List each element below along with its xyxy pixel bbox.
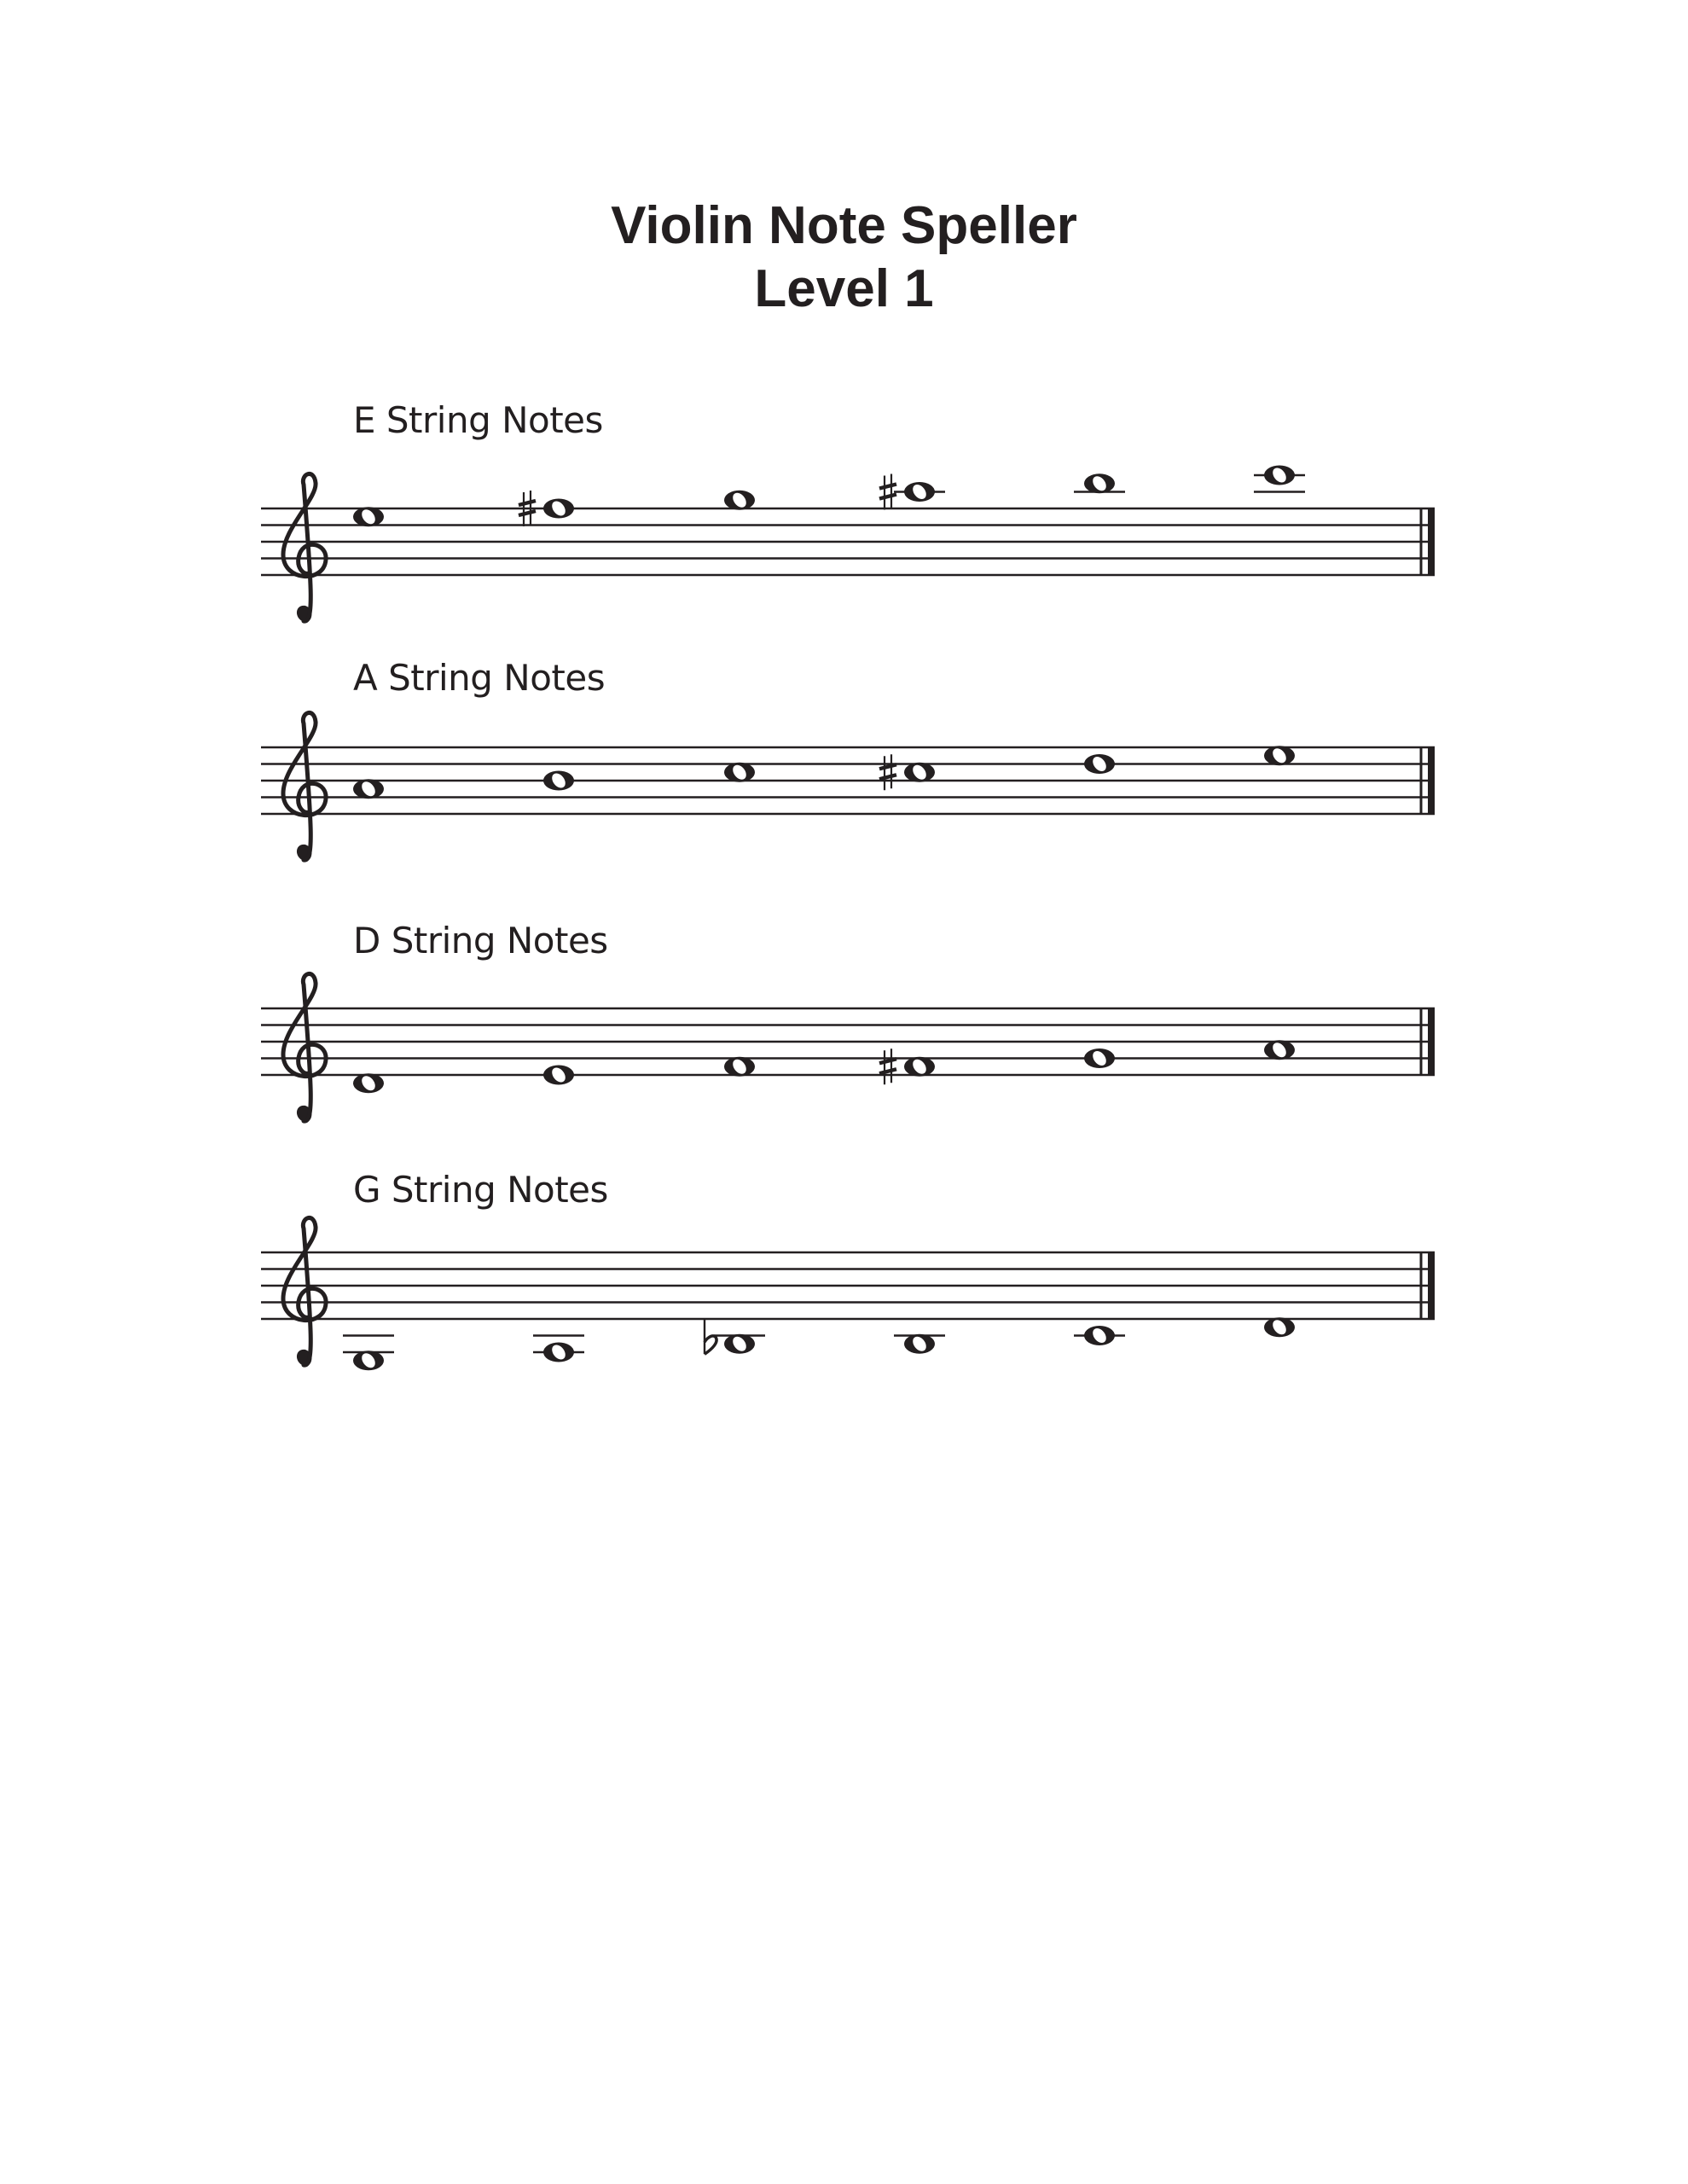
staff-label-a-string: A String Notes xyxy=(353,657,606,699)
staff-g-string xyxy=(0,1188,1688,1358)
page-subtitle: Level 1 xyxy=(754,259,934,318)
staff-label-g-string: G String Notes xyxy=(353,1169,608,1211)
treble-clef-icon xyxy=(283,712,326,861)
whole-note xyxy=(1074,1326,1125,1345)
whole-note xyxy=(1264,746,1295,765)
staff-a-string xyxy=(0,682,1688,853)
whole-note xyxy=(353,507,384,526)
whole-note xyxy=(1074,473,1125,493)
whole-note xyxy=(1264,1040,1295,1060)
whole-note xyxy=(724,763,755,782)
title-block xyxy=(0,195,1688,321)
whole-note xyxy=(1084,1048,1115,1068)
staff-label-d-string: D String Notes xyxy=(353,920,608,961)
whole-note xyxy=(353,1073,384,1093)
whole-note xyxy=(533,1336,584,1362)
sharp-icon xyxy=(879,1048,896,1084)
treble-clef-icon xyxy=(283,1217,326,1366)
whole-note xyxy=(879,474,945,510)
page-title: Violin Note Speller xyxy=(611,196,1077,255)
whole-note xyxy=(705,1318,765,1354)
whole-note xyxy=(894,1334,945,1354)
staff-e-string xyxy=(0,444,1688,614)
whole-note xyxy=(879,1048,935,1084)
sharp-icon xyxy=(879,754,896,790)
treble-clef-icon xyxy=(283,473,326,622)
barline-thick xyxy=(1428,508,1435,575)
barline-thick xyxy=(1428,1008,1435,1075)
whole-note xyxy=(724,491,755,510)
whole-note xyxy=(343,1336,394,1371)
staff-label-e-string: E String Notes xyxy=(353,399,603,441)
whole-note xyxy=(724,1057,755,1077)
staff-d-string xyxy=(0,944,1688,1114)
whole-note xyxy=(353,779,384,799)
whole-note xyxy=(1254,466,1305,492)
barline-thick xyxy=(1428,1252,1435,1319)
whole-note xyxy=(1084,754,1115,774)
flat-icon xyxy=(705,1318,716,1354)
whole-note xyxy=(543,771,574,791)
whole-note xyxy=(1264,1317,1295,1337)
whole-note xyxy=(879,754,935,790)
whole-note xyxy=(543,1066,574,1085)
treble-clef-icon xyxy=(283,973,326,1122)
barline-thick xyxy=(1428,747,1435,814)
